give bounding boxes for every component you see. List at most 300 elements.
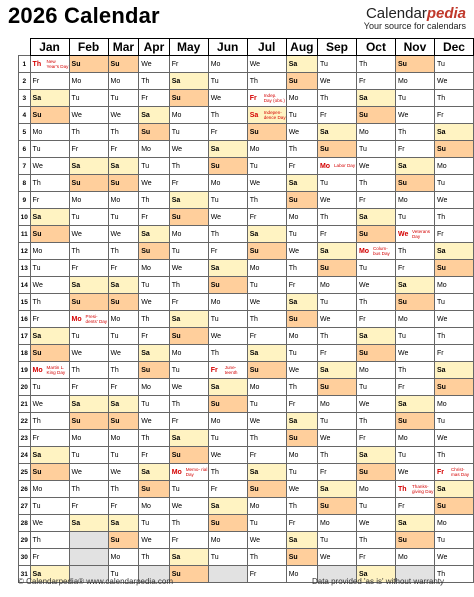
day-cell[interactable] [286, 158, 317, 175]
day-cell[interactable] [317, 413, 356, 430]
day-cell[interactable] [108, 396, 139, 413]
day-cell[interactable] [30, 549, 69, 566]
day-cell[interactable] [434, 141, 473, 158]
day-cell[interactable] [139, 56, 169, 73]
day-cell[interactable] [108, 277, 139, 294]
day-cell[interactable] [30, 226, 69, 243]
day-cell[interactable] [30, 141, 69, 158]
day-cell[interactable] [108, 379, 139, 396]
day-cell[interactable] [69, 515, 108, 532]
day-cell[interactable] [108, 260, 139, 277]
day-cell[interactable] [108, 498, 139, 515]
day-cell[interactable] [395, 277, 434, 294]
day-cell[interactable] [30, 260, 69, 277]
day-cell[interactable] [169, 311, 208, 328]
day-cell[interactable] [169, 243, 208, 260]
day-cell[interactable] [247, 209, 286, 226]
day-cell[interactable] [108, 413, 139, 430]
day-cell[interactable] [395, 209, 434, 226]
day-cell[interactable] [286, 413, 317, 430]
day-cell[interactable] [30, 498, 69, 515]
day-cell[interactable] [69, 90, 108, 107]
day-cell[interactable] [317, 73, 356, 90]
day-cell[interactable] [108, 56, 139, 73]
day-cell[interactable] [69, 73, 108, 90]
day-cell[interactable] [317, 396, 356, 413]
day-cell[interactable] [317, 430, 356, 447]
day-cell[interactable] [69, 277, 108, 294]
day-cell[interactable] [139, 549, 169, 566]
day-cell[interactable] [169, 328, 208, 345]
day-cell[interactable] [286, 549, 317, 566]
day-cell[interactable] [286, 294, 317, 311]
day-cell[interactable] [317, 124, 356, 141]
day-cell[interactable] [247, 328, 286, 345]
day-cell[interactable] [108, 124, 139, 141]
day-cell[interactable] [108, 141, 139, 158]
day-cell[interactable] [434, 549, 473, 566]
day-cell[interactable] [356, 141, 395, 158]
day-cell[interactable] [108, 158, 139, 175]
day-cell[interactable] [139, 260, 169, 277]
day-cell[interactable] [169, 175, 208, 192]
day-cell[interactable] [139, 294, 169, 311]
day-cell[interactable] [317, 226, 356, 243]
day-cell[interactable] [434, 413, 473, 430]
day-cell[interactable] [395, 481, 434, 498]
day-cell[interactable] [356, 362, 395, 379]
day-cell[interactable] [139, 90, 169, 107]
day-cell[interactable] [169, 260, 208, 277]
day-cell[interactable] [139, 447, 169, 464]
day-cell[interactable] [30, 124, 69, 141]
day-cell[interactable] [30, 379, 69, 396]
day-cell[interactable] [247, 226, 286, 243]
day-cell[interactable] [208, 73, 247, 90]
day-cell[interactable] [208, 277, 247, 294]
day-cell[interactable] [247, 107, 286, 124]
day-cell[interactable] [247, 175, 286, 192]
day-cell[interactable] [395, 107, 434, 124]
day-cell[interactable] [395, 175, 434, 192]
day-cell[interactable] [169, 447, 208, 464]
day-cell[interactable] [169, 192, 208, 209]
day-cell[interactable] [169, 549, 208, 566]
day-cell[interactable] [395, 328, 434, 345]
day-cell[interactable] [434, 515, 473, 532]
day-cell[interactable] [395, 413, 434, 430]
day-cell[interactable] [139, 396, 169, 413]
day-cell[interactable] [317, 379, 356, 396]
day-cell[interactable] [247, 260, 286, 277]
day-cell[interactable] [247, 549, 286, 566]
day-cell[interactable] [247, 515, 286, 532]
day-cell[interactable] [30, 464, 69, 481]
day-cell[interactable] [69, 464, 108, 481]
day-cell[interactable] [434, 243, 473, 260]
day-cell[interactable] [317, 90, 356, 107]
day-cell[interactable] [30, 56, 69, 73]
day-cell[interactable] [317, 447, 356, 464]
day-cell[interactable] [169, 430, 208, 447]
day-cell[interactable] [356, 311, 395, 328]
day-cell[interactable] [139, 515, 169, 532]
day-cell[interactable] [139, 277, 169, 294]
day-cell[interactable] [208, 464, 247, 481]
day-cell[interactable] [356, 515, 395, 532]
day-cell[interactable] [395, 498, 434, 515]
day-cell[interactable] [247, 141, 286, 158]
day-cell[interactable] [169, 498, 208, 515]
day-cell[interactable] [247, 124, 286, 141]
day-cell[interactable] [30, 515, 69, 532]
day-cell[interactable] [208, 260, 247, 277]
day-cell[interactable] [169, 379, 208, 396]
day-cell[interactable] [108, 345, 139, 362]
day-cell[interactable] [395, 515, 434, 532]
day-cell[interactable] [69, 124, 108, 141]
day-cell[interactable] [69, 328, 108, 345]
day-cell[interactable] [208, 192, 247, 209]
day-cell[interactable] [208, 447, 247, 464]
day-cell[interactable] [169, 107, 208, 124]
day-cell[interactable] [139, 498, 169, 515]
day-cell[interactable] [286, 430, 317, 447]
day-cell[interactable] [208, 481, 247, 498]
day-cell[interactable] [30, 158, 69, 175]
day-cell[interactable] [356, 532, 395, 549]
day-cell[interactable] [139, 328, 169, 345]
day-cell[interactable] [69, 294, 108, 311]
day-cell[interactable] [286, 379, 317, 396]
day-cell[interactable] [139, 141, 169, 158]
day-cell[interactable] [30, 413, 69, 430]
day-cell[interactable] [286, 447, 317, 464]
day-cell[interactable] [247, 532, 286, 549]
day-cell[interactable] [434, 532, 473, 549]
brand-logo[interactable] [364, 6, 466, 32]
day-cell[interactable] [434, 328, 473, 345]
day-cell[interactable] [69, 226, 108, 243]
day-cell[interactable] [356, 107, 395, 124]
day-cell[interactable] [356, 464, 395, 481]
day-cell[interactable] [108, 447, 139, 464]
day-cell[interactable] [317, 107, 356, 124]
day-cell[interactable] [434, 481, 473, 498]
day-cell[interactable] [395, 192, 434, 209]
day-cell[interactable] [208, 294, 247, 311]
day-cell[interactable] [139, 362, 169, 379]
day-cell[interactable] [108, 243, 139, 260]
day-cell[interactable] [69, 481, 108, 498]
day-cell[interactable] [247, 413, 286, 430]
day-cell[interactable] [317, 209, 356, 226]
day-cell[interactable] [108, 515, 139, 532]
day-cell[interactable] [434, 277, 473, 294]
day-cell[interactable] [30, 532, 69, 549]
day-cell[interactable] [69, 158, 108, 175]
day-cell[interactable] [208, 124, 247, 141]
day-cell[interactable] [247, 362, 286, 379]
day-cell[interactable] [208, 345, 247, 362]
day-cell[interactable] [169, 277, 208, 294]
day-cell[interactable] [356, 175, 395, 192]
day-cell[interactable] [434, 124, 473, 141]
day-cell[interactable] [169, 396, 208, 413]
day-cell[interactable] [169, 209, 208, 226]
day-cell[interactable] [139, 73, 169, 90]
day-cell[interactable] [356, 328, 395, 345]
day-cell[interactable] [317, 294, 356, 311]
day-cell[interactable] [247, 243, 286, 260]
day-cell[interactable] [317, 192, 356, 209]
day-cell[interactable] [30, 447, 69, 464]
day-cell[interactable] [434, 498, 473, 515]
day-cell[interactable] [208, 532, 247, 549]
day-cell[interactable] [169, 124, 208, 141]
day-cell[interactable] [247, 430, 286, 447]
day-cell[interactable] [286, 56, 317, 73]
day-cell[interactable] [69, 345, 108, 362]
day-cell[interactable] [30, 345, 69, 362]
day-cell[interactable] [69, 498, 108, 515]
day-cell[interactable] [395, 447, 434, 464]
day-cell[interactable] [356, 549, 395, 566]
day-cell[interactable] [108, 532, 139, 549]
day-cell[interactable] [247, 311, 286, 328]
day-cell[interactable] [30, 243, 69, 260]
day-cell[interactable] [395, 532, 434, 549]
day-cell[interactable] [317, 498, 356, 515]
day-cell[interactable] [247, 498, 286, 515]
day-cell[interactable] [356, 345, 395, 362]
day-cell[interactable] [317, 362, 356, 379]
day-cell[interactable] [356, 396, 395, 413]
day-cell[interactable] [317, 141, 356, 158]
day-cell[interactable] [286, 311, 317, 328]
day-cell[interactable] [139, 124, 169, 141]
day-cell[interactable] [247, 464, 286, 481]
day-cell[interactable] [139, 243, 169, 260]
day-cell[interactable] [108, 311, 139, 328]
day-cell[interactable] [30, 311, 69, 328]
day-cell[interactable] [247, 294, 286, 311]
day-cell[interactable] [356, 209, 395, 226]
day-cell[interactable] [356, 90, 395, 107]
day-cell[interactable] [286, 226, 317, 243]
day-cell[interactable] [169, 294, 208, 311]
day-cell[interactable] [434, 396, 473, 413]
day-cell[interactable] [108, 175, 139, 192]
day-cell[interactable] [247, 379, 286, 396]
day-cell[interactable] [247, 396, 286, 413]
day-cell[interactable] [208, 396, 247, 413]
day-cell[interactable] [434, 73, 473, 90]
day-cell[interactable] [69, 243, 108, 260]
day-cell[interactable] [108, 430, 139, 447]
day-cell[interactable] [356, 277, 395, 294]
day-cell[interactable] [395, 362, 434, 379]
day-cell[interactable] [247, 345, 286, 362]
day-cell[interactable] [139, 464, 169, 481]
day-cell[interactable] [69, 56, 108, 73]
day-cell[interactable] [317, 328, 356, 345]
day-cell[interactable] [139, 413, 169, 430]
day-cell[interactable] [108, 226, 139, 243]
day-cell[interactable] [69, 192, 108, 209]
day-cell[interactable] [317, 175, 356, 192]
day-cell[interactable] [434, 56, 473, 73]
day-cell[interactable] [30, 209, 69, 226]
day-cell[interactable] [69, 260, 108, 277]
day-cell[interactable] [434, 260, 473, 277]
day-cell[interactable] [208, 430, 247, 447]
day-cell[interactable] [139, 107, 169, 124]
day-cell[interactable] [69, 175, 108, 192]
day-cell[interactable] [139, 379, 169, 396]
day-cell[interactable] [69, 362, 108, 379]
day-cell[interactable] [395, 430, 434, 447]
day-cell[interactable] [169, 464, 208, 481]
day-cell[interactable] [208, 498, 247, 515]
day-cell[interactable] [395, 396, 434, 413]
day-cell[interactable] [286, 107, 317, 124]
day-cell[interactable] [208, 413, 247, 430]
day-cell[interactable] [317, 549, 356, 566]
day-cell[interactable] [30, 107, 69, 124]
day-cell[interactable] [395, 379, 434, 396]
day-cell[interactable] [356, 294, 395, 311]
day-cell[interactable] [317, 243, 356, 260]
day-cell[interactable] [286, 481, 317, 498]
day-cell[interactable] [30, 396, 69, 413]
day-cell[interactable] [108, 294, 139, 311]
day-cell[interactable] [208, 362, 247, 379]
day-cell[interactable] [169, 481, 208, 498]
day-cell[interactable] [30, 362, 69, 379]
day-cell[interactable] [356, 158, 395, 175]
day-cell[interactable] [30, 277, 69, 294]
day-cell[interactable] [247, 73, 286, 90]
day-cell[interactable] [108, 362, 139, 379]
day-cell[interactable] [317, 515, 356, 532]
day-cell[interactable] [208, 141, 247, 158]
day-cell[interactable] [30, 328, 69, 345]
day-cell[interactable] [434, 107, 473, 124]
day-cell[interactable] [356, 498, 395, 515]
day-cell[interactable] [356, 379, 395, 396]
day-cell[interactable] [108, 73, 139, 90]
day-cell[interactable] [108, 549, 139, 566]
day-cell[interactable] [69, 209, 108, 226]
day-cell[interactable] [30, 175, 69, 192]
day-cell[interactable] [208, 311, 247, 328]
day-cell[interactable] [286, 175, 317, 192]
day-cell[interactable] [317, 158, 356, 175]
day-cell[interactable] [30, 430, 69, 447]
day-cell[interactable] [30, 192, 69, 209]
day-cell[interactable] [139, 532, 169, 549]
day-cell[interactable] [286, 192, 317, 209]
day-cell[interactable] [395, 345, 434, 362]
day-cell[interactable] [434, 158, 473, 175]
day-cell[interactable] [169, 73, 208, 90]
day-cell[interactable] [286, 277, 317, 294]
day-cell[interactable] [108, 90, 139, 107]
day-cell[interactable] [69, 430, 108, 447]
day-cell[interactable] [208, 175, 247, 192]
day-cell[interactable] [208, 209, 247, 226]
day-cell[interactable] [395, 124, 434, 141]
day-cell[interactable] [139, 481, 169, 498]
day-cell[interactable] [69, 413, 108, 430]
day-cell[interactable] [30, 73, 69, 90]
day-cell[interactable] [247, 566, 286, 583]
day-cell[interactable] [139, 345, 169, 362]
day-cell[interactable] [108, 209, 139, 226]
day-cell[interactable] [108, 464, 139, 481]
day-cell[interactable] [139, 192, 169, 209]
day-cell[interactable] [208, 328, 247, 345]
day-cell[interactable] [286, 124, 317, 141]
day-cell[interactable] [395, 141, 434, 158]
day-cell[interactable] [434, 345, 473, 362]
day-cell[interactable] [286, 260, 317, 277]
day-cell[interactable] [395, 549, 434, 566]
day-cell[interactable] [395, 243, 434, 260]
day-cell[interactable] [108, 328, 139, 345]
day-cell[interactable] [208, 515, 247, 532]
day-cell[interactable] [434, 379, 473, 396]
day-cell[interactable] [434, 447, 473, 464]
day-cell[interactable] [434, 209, 473, 226]
day-cell[interactable] [30, 90, 69, 107]
day-cell[interactable] [139, 158, 169, 175]
day-cell[interactable] [169, 515, 208, 532]
day-cell[interactable] [169, 362, 208, 379]
day-cell[interactable] [434, 90, 473, 107]
day-cell[interactable] [208, 107, 247, 124]
day-cell[interactable] [356, 243, 395, 260]
day-cell[interactable] [208, 549, 247, 566]
day-cell[interactable] [247, 192, 286, 209]
day-cell[interactable] [356, 481, 395, 498]
day-cell[interactable] [208, 379, 247, 396]
day-cell[interactable] [286, 243, 317, 260]
day-cell[interactable] [169, 413, 208, 430]
day-cell[interactable] [317, 260, 356, 277]
day-cell[interactable] [286, 362, 317, 379]
day-cell[interactable] [356, 413, 395, 430]
day-cell[interactable] [317, 277, 356, 294]
day-cell[interactable] [30, 294, 69, 311]
day-cell[interactable] [286, 498, 317, 515]
day-cell[interactable] [169, 226, 208, 243]
day-cell[interactable] [356, 226, 395, 243]
day-cell[interactable] [139, 175, 169, 192]
day-cell[interactable] [395, 260, 434, 277]
day-cell[interactable] [108, 481, 139, 498]
day-cell[interactable] [286, 396, 317, 413]
day-cell[interactable] [356, 430, 395, 447]
day-cell[interactable] [108, 192, 139, 209]
day-cell[interactable] [169, 345, 208, 362]
day-cell[interactable] [395, 464, 434, 481]
day-cell[interactable] [395, 90, 434, 107]
day-cell[interactable] [434, 362, 473, 379]
day-cell[interactable] [286, 90, 317, 107]
day-cell[interactable] [169, 566, 208, 583]
